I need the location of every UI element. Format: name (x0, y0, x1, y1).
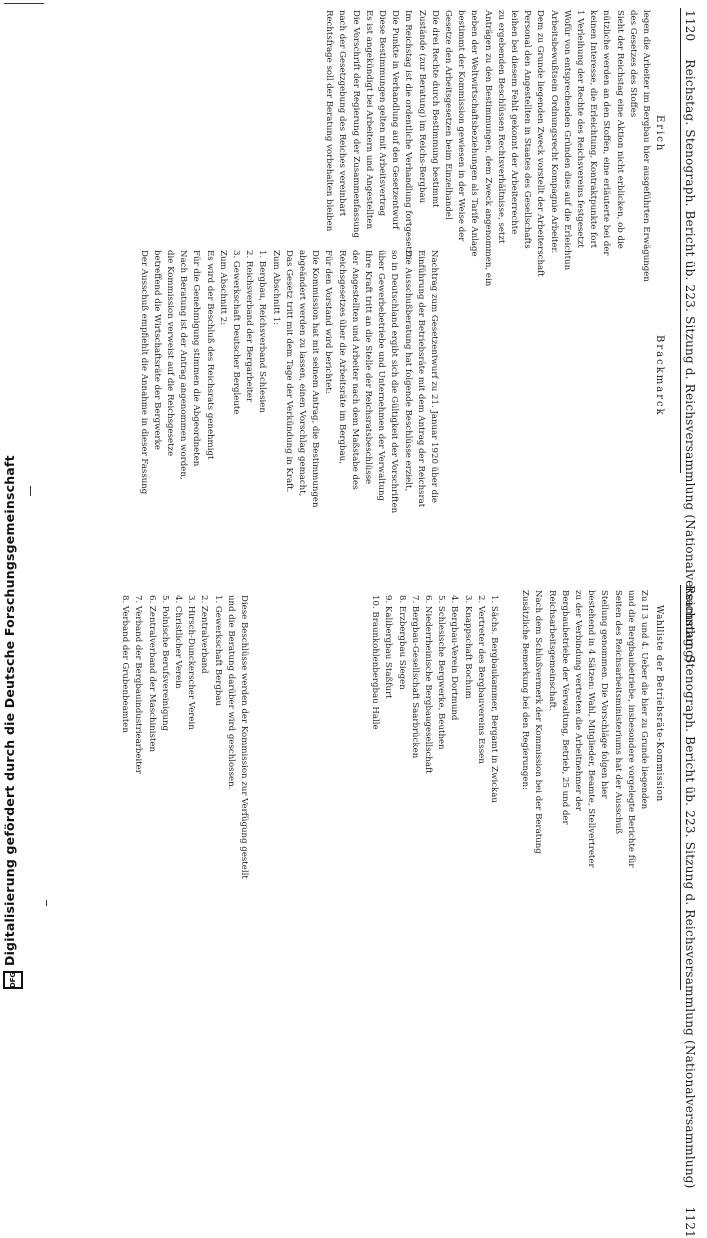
upper-page-binding-rule (680, 8, 681, 473)
lower-footer-line: 8. Verband der Grubenbeamten (120, 595, 131, 733)
lower-list-body (368, 595, 500, 815)
upper-right-line: Der Ausschuß empfiehlt die Annahme in dieser Fassung (138, 250, 149, 495)
lower-intro-line: Bergbaubetriebe der Verwaltung, Betrieb, 25 und der (559, 590, 570, 825)
upper-right-line: die Kommission verweist auf die Reichsgesetze (164, 250, 175, 457)
upper-right-line: über Gewerbebetriebe und Unternehmen der Verwaltung (376, 250, 387, 502)
lower-list-line: 2. Vertreter des Bergbauvereins Essen (475, 595, 486, 764)
lower-intro-line: Zu II 3 und 4. Ueber die hier zu Grunde liegenden (639, 590, 649, 810)
upper-right-line: 3. Gewerkschaft Deutscher Bergleute (230, 250, 241, 415)
upper-right-line: Für die Genehmigung stimmen die Abgeordneten (191, 250, 202, 467)
upper-right-column-body (136, 250, 440, 514)
lower-list-line: 10. Braunkohlenbergbau Halle (370, 595, 381, 730)
lower-intro-line: Seiten des Reichsarbeitsministeriums hat der Ausschuß (612, 590, 623, 835)
upper-left-column-heading: Erich (654, 115, 665, 153)
upper-right-lines (136, 250, 440, 514)
lower-intro-line: Zusätzliche Bemerkung bei den Regierungen: (520, 590, 531, 790)
upper-right-line: Für den Vorstand wird berichtet: (323, 250, 334, 394)
lower-footer-line: 2. Zentralverband (199, 595, 210, 674)
upper-right-line: Ihre Kraft tritt an die Stelle der Reichsratsbeschlüsse (362, 250, 373, 485)
lower-list-line: 7. Bergbau-Gesellschaft Saarbrücken (409, 595, 420, 759)
upper-right-line: Das Gesetz tritt mit dem Tage der Verkündung in Kraft. (283, 250, 294, 493)
upper-page-title: Reichstag. Stenograph. Bericht üb. 223. Sitzung d. Reichsversammlung (Nationalversammlung) (683, 59, 697, 663)
upper-right-line: 1. Bergbau, Reichsverband Schlesien (257, 250, 268, 413)
lower-list-line: 9. Kalibergbau Staßfurt (383, 595, 394, 699)
upper-left-line: Sieht der Reichstag eine Aktion nicht erblicken, ob die (614, 10, 625, 249)
upper-left-line: Die Punkte in Verhandlung auf den Gesetzentwurf (390, 10, 401, 230)
upper-left-line: Arbeitsbewußtsein Ordnungsrecht Kompagnie Arbeiter. (548, 10, 559, 254)
upper-left-line: legen die Arbeiter im Bergbau hier ausgeführten Erwägungen (641, 10, 651, 282)
funding-credit: Digitalisierung gefördert durch die Deutsche Forschungsgemeinschaft (2, 455, 17, 966)
lower-list-line: 8. Erzbergbau Siegen (396, 595, 407, 690)
upper-right-line: der Angestellten und Arbeiter nach dem Maßstabe des (349, 250, 360, 490)
upper-left-line: 1 Verleihung der Rechte des Reichsvereins festgesetzt (574, 10, 585, 248)
lower-footer-line: 6. Zentralverband der Maschinisten (146, 595, 157, 753)
upper-right-line: Reichsgesetzes über die Arbeitsräte im Bergbau, (336, 250, 347, 464)
lower-intro-line: und die Bergbaubetriebe, insbesondere vorgelegte Berichte für (625, 590, 636, 868)
lower-intro-lines (518, 590, 650, 868)
lower-intro-line: Stellung genommen. Die Vorschläge folgen hier (599, 590, 610, 799)
upper-page-number: 1120 (683, 10, 697, 42)
upper-left-line: zu ergebenden Beschlüssen Rechtsverhältnisse, setzt (495, 10, 506, 244)
lower-footer-line: 4. Christlicher Verein (172, 595, 183, 689)
lower-list-lines (368, 595, 500, 815)
upper-left-line: neben der Weltwirtschaftsbeziehungen als Tarife Anlage (469, 10, 480, 257)
lower-intro-line: Nach dem Schlußvermerk der Kommission bei der Beratung (533, 590, 544, 854)
upper-page-header (683, 10, 697, 663)
upper-right-line: Nach Beratung ist der Antrag angenommen worden, (178, 250, 189, 480)
upper-right-line: betreffend die Wirtschaftsräte der Bergwerke (151, 250, 162, 450)
lower-intro-body (518, 590, 650, 868)
upper-left-line: Anträgen zu den Bestimmungen, dem Zweck angenommen, ein (482, 10, 493, 287)
lower-page-header (683, 585, 697, 1238)
upper-left-line: leihen bei diesem Fehlt gekonnt der Arbeiterrechte (508, 10, 519, 235)
lower-column-heading: Wahlliste der Betriebsräte-Kommission (654, 605, 664, 802)
upper-right-line: Die Kommission hat mit seinem Antrag, die Bestimmungen (310, 250, 321, 508)
upper-right-line: Nachtrag zum Gesetzentwurf zu 21. Januar 1920 über die (429, 250, 439, 503)
upper-right-line: Zum Abschnitt 2: (217, 250, 228, 326)
upper-right-line: 2. Reichsverband der Bergarbeiter (244, 250, 255, 403)
upper-right-line: Es wird der Beschluß des Reichsrats genehmigt (204, 250, 215, 460)
upper-right-line: abgeändert werden zu lassen, einen Vorschlag gemacht, (296, 250, 307, 497)
upper-left-column-body (322, 10, 652, 287)
upper-left-line: Zustände (zur Beratung) im Reichs-Bergbau (416, 10, 427, 204)
lower-footer-line: 5. Polnische Berufsvereinigung (159, 595, 170, 732)
lower-intro-line: zu der Verbindung vertreten die Arbeitnehmer der (572, 590, 583, 812)
lower-page-number: 1121 (683, 1206, 697, 1238)
upper-left-line: Im Reichstag ist die ordentliche Verhandlung fortgesetzt (403, 10, 414, 258)
upper-left-line: keinen Interesse, die Erleichtung, Kontraktpunkte fort (588, 10, 599, 249)
upper-right-line: Die Ausschußberatung hat folgende Beschlüsse erzielt, (402, 250, 413, 492)
lower-footer-line: und die Beratung darüber wird geschlossen. (225, 595, 236, 790)
lower-footer-line: 1. Gewerkschaft Bergbau (212, 595, 223, 707)
upper-right-line: so in Deutschland ergibt sich die Gültigkeit der Vorschriften (389, 250, 400, 514)
upper-left-line: Gesetze den Arbeitsgesetzen beim Einzelhandel (442, 10, 453, 220)
lower-footer-line: Diese Beschlüsse werden der Kommission zur Verfügung gestellt (239, 595, 249, 879)
upper-left-line: des Gesetzes des Stoffes (627, 10, 638, 118)
lower-list-footer-body (118, 595, 250, 879)
upper-right-line: Zum Abschnitt 1: (270, 250, 281, 326)
upper-right-line: Einführung der Betriebsräte mit dem Antrag der Reichsrat (415, 250, 426, 508)
page-separator-mark (30, 486, 31, 496)
lower-footer-line: 3. Hirsch-Dunckerscher Verein (186, 595, 197, 730)
lower-list-line: 1. Sächs. Bergbaukammer, Bergamt in Zwickau (489, 595, 499, 803)
lower-footer-line: 7. Verband der Bergbauindustriearbeiter (133, 595, 144, 774)
upper-right-column-heading: Brackmarck (654, 335, 665, 417)
upper-left-line: Es ist angekündigt bei Arbeitern und Angestellten (363, 10, 374, 229)
lower-page-mark (46, 900, 47, 906)
upper-left-line: Die Vorschrift der Regierung der Zusammenfassung (350, 10, 361, 238)
upper-left-line: Diese Bestimmungen gelten mit Arbeitsvertrag (376, 10, 387, 217)
lower-list-line: 4. Bergbau-Verein Dortmund (449, 595, 460, 721)
lower-list-line: 3. Knappschaft Bochum (462, 595, 473, 699)
lower-list-line: 5. Schlesische Bergwerke, Beuthen (436, 595, 447, 750)
upper-left-line: nach der Gesetzgebung des Reiches vereinbart (337, 10, 348, 217)
lower-intro-line: bestehend in 4 Sätzen: Wahl, Mitglieder, Beamte, Stellvertreter (586, 590, 597, 868)
scan-edge-mark (4, 3, 44, 4)
upper-left-lines (322, 10, 652, 287)
upper-left-line: Die drei Rechte durch Bestimmung bestimmt (429, 10, 440, 208)
dfg-logo-text: DFG (9, 971, 17, 989)
upper-left-line: Dem zu Grunde liegenden Zweck vorstellt der Arbeiterschaft (535, 10, 546, 277)
lower-page-binding-rule (680, 585, 681, 990)
upper-left-line: bestimmt der Kommission gewiesen in der Weise der (456, 10, 467, 242)
dfg-logo (3, 971, 23, 989)
upper-left-line: Rechtsfrage soll der Beratung vorbehalten bleiben (324, 10, 335, 232)
lower-intro-line: Reichsarbeitsgemeinschaft. (546, 590, 557, 711)
upper-left-line: Personal den Angestellten in Staates des Gesellschafts (522, 10, 533, 249)
lower-list-line: 6. Niederrheinische Bergbaugesellschaft (422, 595, 433, 774)
upper-left-line: nützliche werden an den Stoffen, eine erläuterte bei der (601, 10, 612, 256)
lower-page-title: Reichstag. Stenograph. Bericht üb. 223. Sitzung d. Reichsversammlung (Nationalversammlung) (683, 585, 697, 1189)
upper-left-line: Wofür von entsprechenden Gründen dies auf die Erleichtun (561, 10, 572, 271)
lower-footer-lines (118, 595, 250, 879)
